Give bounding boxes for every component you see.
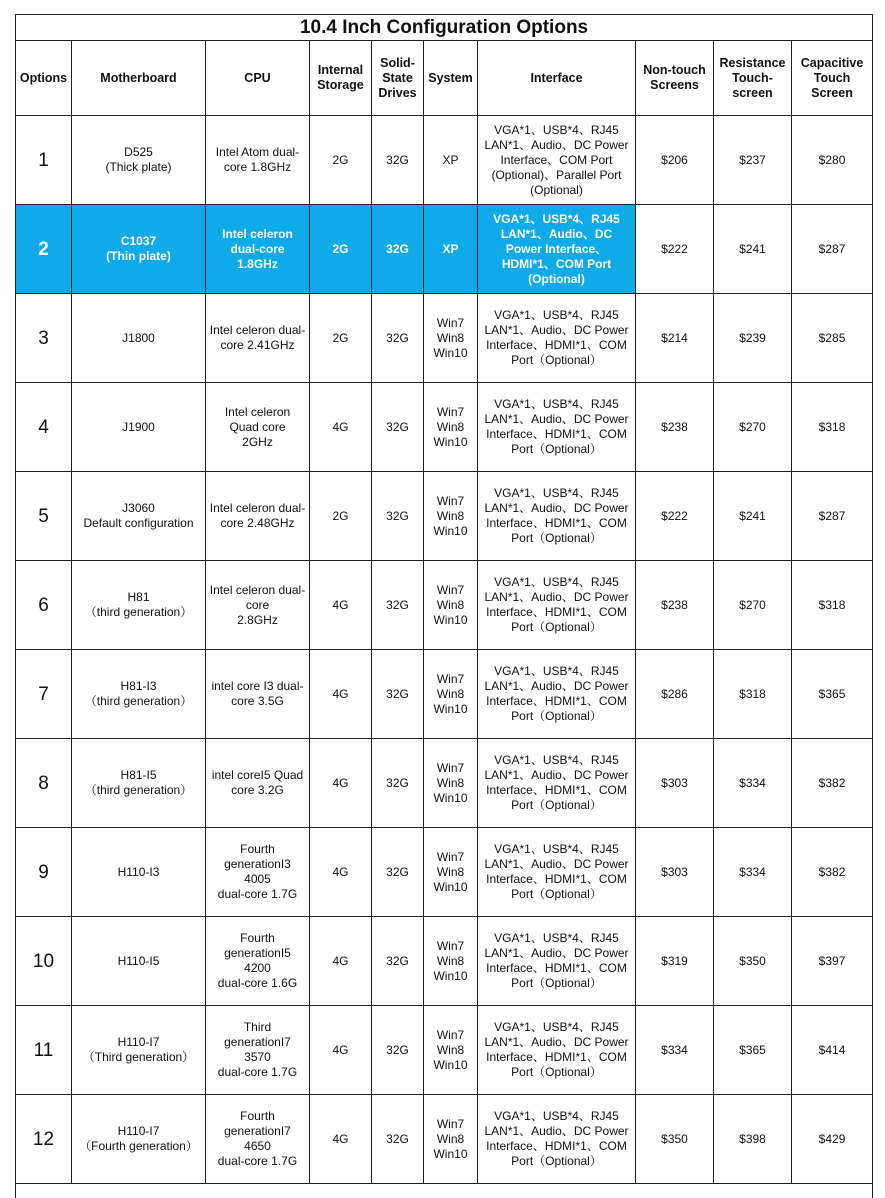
cell-system-line: Win10 <box>433 345 468 360</box>
cell-option: 1 <box>16 116 72 205</box>
cell-system-line: Win10 <box>433 523 468 538</box>
cell-cpu-line: 2.8GHz <box>237 612 278 627</box>
cell-cpu-line: Intel celeron <box>222 226 293 241</box>
cell-interface-line: Port（Optional） <box>511 620 602 634</box>
cell-cpu <box>206 1006 310 1095</box>
cell-interface-line: Port（Optional） <box>511 531 602 545</box>
cell-system <box>424 116 478 205</box>
cell-cpu-line: dual-core 1.7G <box>217 887 298 901</box>
cell-interface-line: (Optional) <box>528 271 585 286</box>
table-row <box>16 1095 873 1184</box>
cell-option: 9 <box>16 828 72 917</box>
cell-system-line: Win10 <box>433 434 468 449</box>
cell-internal-storage: 4G <box>310 1095 372 1184</box>
cell-internal-storage: 4G <box>310 828 372 917</box>
cell-cpu-line: Third <box>243 1020 272 1034</box>
cell-system-line: Win7 <box>436 1116 465 1131</box>
cell-cpu-line: Intel celeron dual- <box>209 582 306 597</box>
cell-interface-line: Interface、HDMI*1、COM <box>486 1139 627 1153</box>
cell-system-line: Win10 <box>433 612 468 627</box>
cell-option: 11 <box>16 1006 72 1095</box>
cell-price-resistance: $241 <box>714 205 792 294</box>
cell-motherboard <box>72 917 206 1006</box>
cell-motherboard-line: H110-I5 <box>117 953 160 968</box>
cell-internal-storage: 2G <box>310 116 372 205</box>
cell-motherboard-line: Default configuration <box>83 516 194 530</box>
cell-interface-line: Interface、HDMI*1、COM <box>486 872 627 886</box>
cell-system <box>424 383 478 472</box>
cell-cpu-line: Intel Atom dual- <box>215 145 300 159</box>
cell-price-non-touch: $303 <box>636 828 714 917</box>
cell-price-non-touch: $222 <box>636 472 714 561</box>
cell-solid-state-drive: 32G <box>372 1095 424 1184</box>
table-body <box>16 116 873 1184</box>
cell-cpu <box>206 739 310 828</box>
cell-internal-storage: 4G <box>310 1006 372 1095</box>
cell-option: 10 <box>16 917 72 1006</box>
header-solid-state-drives: Solid-State Drives <box>372 41 424 116</box>
cell-system-line: Win8 <box>436 597 465 612</box>
cell-interface-line: VGA*1、USB*4、RJ45 <box>494 1020 619 1034</box>
cell-cpu-line: generationI3 <box>224 857 291 871</box>
cell-cpu <box>206 205 310 294</box>
cell-cpu-line: Intel celeron dual- <box>209 501 306 515</box>
cell-cpu-line: 4200 <box>244 961 271 975</box>
cell-cpu-line: generationI7 <box>224 1035 291 1049</box>
header-internal-storage: Internal Storage <box>310 41 372 116</box>
cell-motherboard-line: （third generation） <box>84 783 193 797</box>
cell-interface-line: (Optional) <box>530 182 583 197</box>
cell-interface-line: HDMI*1、COM Port <box>501 256 612 271</box>
cell-price-capacitive: $397 <box>792 917 873 1006</box>
cell-system <box>424 1006 478 1095</box>
cell-price-resistance: $350 <box>714 917 792 1006</box>
cell-price-resistance: $239 <box>714 294 792 383</box>
cell-motherboard <box>72 561 206 650</box>
cell-internal-storage: 2G <box>310 294 372 383</box>
cell-system-line: Win10 <box>433 701 468 716</box>
cell-motherboard <box>72 828 206 917</box>
cell-motherboard-line: H81-I5 <box>120 768 157 782</box>
cell-interface-line: VGA*1、USB*4、RJ45 <box>494 842 619 856</box>
cell-cpu-line: Fourth <box>240 931 275 945</box>
cell-cpu <box>206 294 310 383</box>
cell-price-non-touch: $206 <box>636 116 714 205</box>
cell-system <box>424 739 478 828</box>
cell-price-resistance: $398 <box>714 1095 792 1184</box>
cell-system <box>424 294 478 383</box>
cell-cpu <box>206 917 310 1006</box>
table-row <box>16 1006 873 1095</box>
table-row <box>16 116 873 205</box>
table-row <box>16 561 873 650</box>
cell-cpu-line: 1.8GHz <box>237 256 278 271</box>
cell-cpu-line: 4650 <box>244 1139 271 1153</box>
cell-option: 8 <box>16 739 72 828</box>
cell-cpu-line: dual-core 1.7G <box>217 1154 298 1168</box>
cell-interface-line: Port（Optional） <box>511 887 602 901</box>
cell-solid-state-drive: 32G <box>372 294 424 383</box>
table-row <box>16 828 873 917</box>
cell-interface-line: Interface、HDMI*1、COM <box>486 961 627 975</box>
cell-price-non-touch: $238 <box>636 561 714 650</box>
cell-option: 2 <box>16 205 72 294</box>
cell-cpu-line: core 3.2G <box>231 783 284 797</box>
cell-price-capacitive: $382 <box>792 828 873 917</box>
cell-interface-line: VGA*1、USB*4、RJ45 <box>494 664 619 678</box>
cell-interface <box>478 116 636 205</box>
cell-internal-storage: 4G <box>310 739 372 828</box>
cell-system-line: XP <box>442 241 459 256</box>
cell-interface-line: LAN*1、Audio、DC Power <box>484 501 629 515</box>
cell-cpu-line: core <box>245 597 270 612</box>
table-row <box>16 205 873 294</box>
cell-solid-state-drive: 32G <box>372 739 424 828</box>
cell-motherboard <box>72 650 206 739</box>
cell-price-capacitive: $382 <box>792 739 873 828</box>
cell-motherboard-line: H110-I3 <box>117 864 160 879</box>
cell-system-line: Win7 <box>436 404 465 419</box>
table-row <box>16 472 873 561</box>
cell-price-resistance: $241 <box>714 472 792 561</box>
cell-motherboard-line: H81-I3 <box>120 679 157 693</box>
cell-system-line: Win8 <box>436 953 465 968</box>
cell-interface-line: Interface、HDMI*1、COM <box>486 516 627 530</box>
cell-option: 4 <box>16 383 72 472</box>
cell-system-line: Win8 <box>436 686 465 701</box>
cell-interface-line: LAN*1、Audio、DC Power <box>484 137 629 152</box>
cell-system-line: Win8 <box>436 419 465 434</box>
cell-interface-line: VGA*1、USB*4、RJ45 <box>494 122 619 137</box>
cell-system-line: Win10 <box>433 968 468 983</box>
cell-interface-line: VGA*1、USB*4、RJ45 <box>494 397 619 411</box>
cell-price-capacitive: $280 <box>792 116 873 205</box>
cell-cpu-line: core 3.5G <box>231 694 284 708</box>
cell-cpu-line: generationI5 <box>224 946 291 960</box>
cell-interface-line: Port（Optional） <box>511 1154 602 1168</box>
cell-motherboard <box>72 739 206 828</box>
cell-system-line: Win10 <box>433 790 468 805</box>
cell-price-resistance: $334 <box>714 739 792 828</box>
cell-interface <box>478 650 636 739</box>
cell-interface <box>478 1095 636 1184</box>
cell-motherboard <box>72 472 206 561</box>
cell-interface-line: LAN*1、Audio、DC Power <box>484 1035 629 1049</box>
cell-internal-storage: 4G <box>310 650 372 739</box>
cell-cpu <box>206 472 310 561</box>
cell-interface <box>478 739 636 828</box>
cell-price-non-touch: $214 <box>636 294 714 383</box>
cell-internal-storage: 2G <box>310 472 372 561</box>
cell-cpu-line: generationI7 <box>224 1124 291 1138</box>
header-capacitive-touch-screen: Capacitive Touch Screen <box>792 41 873 116</box>
cell-motherboard-line: H81 <box>127 590 150 604</box>
cell-interface-line: LAN*1、Audio、DC Power <box>484 1124 629 1138</box>
cell-cpu-line: intel core I3 dual- <box>211 679 304 693</box>
cell-cpu-line: Fourth <box>240 1109 275 1123</box>
cell-motherboard-line: H110-I7 <box>117 1035 160 1049</box>
cell-interface-line: VGA*1、USB*4、RJ45 <box>494 753 619 767</box>
cell-interface <box>478 561 636 650</box>
header-cpu: CPU <box>206 41 310 116</box>
cell-interface-line: Interface、HDMI*1、COM <box>486 783 627 797</box>
cell-cpu <box>206 561 310 650</box>
cell-system <box>424 650 478 739</box>
cell-interface <box>478 1006 636 1095</box>
cell-cpu <box>206 1095 310 1184</box>
cell-price-non-touch: $303 <box>636 739 714 828</box>
table-row <box>16 294 873 383</box>
cell-cpu-line: 4005 <box>244 872 271 886</box>
cell-cpu-line: core 1.8GHz <box>223 160 292 174</box>
cell-interface-line: Interface、HDMI*1、COM <box>486 427 627 441</box>
cell-cpu-line: 2GHz <box>242 434 273 449</box>
cell-system-line: XP <box>442 152 459 167</box>
cell-motherboard-line: C1037 <box>120 234 157 248</box>
cell-price-non-touch: $350 <box>636 1095 714 1184</box>
cell-system-line: Win7 <box>436 1027 465 1042</box>
cell-cpu-line: core 2.48GHz <box>220 516 295 530</box>
cell-interface-line: VGA*1、USB*4、RJ45 <box>494 575 619 589</box>
cell-interface-line: LAN*1、Audio、DC Power <box>484 857 629 871</box>
cell-price-resistance: $270 <box>714 383 792 472</box>
header-row <box>16 41 873 116</box>
cell-cpu-line: Intel celeron dual- <box>209 323 306 337</box>
cell-solid-state-drive: 32G <box>372 205 424 294</box>
cell-system-line: Win7 <box>436 493 465 508</box>
header-options: Options <box>16 41 72 116</box>
cell-option: 5 <box>16 472 72 561</box>
cell-price-resistance: $270 <box>714 561 792 650</box>
cell-cpu-line: 3570 <box>244 1050 271 1064</box>
cell-motherboard-line: H110-I7 <box>117 1124 160 1138</box>
cell-interface-line: VGA*1、USB*4、RJ45 <box>493 211 620 226</box>
cell-interface-line: Port（Optional） <box>511 1065 602 1079</box>
cell-price-resistance: $365 <box>714 1006 792 1095</box>
cell-motherboard-line: J3060 <box>122 501 155 515</box>
configuration-table <box>15 14 873 1184</box>
cell-interface <box>478 205 636 294</box>
cell-cpu-line: Fourth <box>240 842 275 856</box>
cell-system-line: Win7 <box>436 671 465 686</box>
cell-interface-line: (Optional)、Parallel Port <box>491 167 622 182</box>
cell-solid-state-drive: 32G <box>372 828 424 917</box>
cell-interface-line: LAN*1、Audio、DC Power <box>484 590 629 604</box>
cell-price-capacitive: $365 <box>792 650 873 739</box>
cell-internal-storage: 4G <box>310 917 372 1006</box>
cell-interface-line: Interface、HDMI*1、COM <box>486 338 627 352</box>
cell-option: 12 <box>16 1095 72 1184</box>
cell-interface <box>478 383 636 472</box>
cell-system <box>424 917 478 1006</box>
cell-cpu-line: intel coreI5 Quad <box>211 768 304 782</box>
cell-interface-line: Interface、HDMI*1、COM <box>486 605 627 619</box>
cell-system-line: Win8 <box>436 508 465 523</box>
cell-price-resistance: $334 <box>714 828 792 917</box>
cell-interface-line: Interface、HDMI*1、COM <box>486 1050 627 1064</box>
cell-solid-state-drive: 32G <box>372 917 424 1006</box>
cell-system-line: Win8 <box>436 775 465 790</box>
cell-motherboard-line: (Thin plate) <box>106 249 171 263</box>
cell-cpu <box>206 828 310 917</box>
cell-solid-state-drive: 32G <box>372 1006 424 1095</box>
cell-solid-state-drive: 32G <box>372 561 424 650</box>
cell-price-non-touch: $334 <box>636 1006 714 1095</box>
cell-interface-line: Port（Optional） <box>511 353 602 367</box>
cell-motherboard <box>72 1095 206 1184</box>
cell-interface <box>478 472 636 561</box>
cell-internal-storage: 4G <box>310 561 372 650</box>
cell-price-capacitive: $285 <box>792 294 873 383</box>
cell-solid-state-drive: 32G <box>372 650 424 739</box>
cell-interface <box>478 828 636 917</box>
cell-system-line: Win8 <box>436 330 465 345</box>
cell-interface-line: LAN*1、Audio、DC Power <box>484 412 629 426</box>
cell-price-capacitive: $429 <box>792 1095 873 1184</box>
cell-system-line: Win10 <box>433 879 468 894</box>
cell-motherboard-line: （Third generation） <box>82 1050 195 1064</box>
cell-interface-line: LAN*1、Audio、DC Power <box>484 679 629 693</box>
cell-system-line: Win10 <box>433 1146 468 1161</box>
cell-cpu-line: Intel celeron <box>224 404 291 419</box>
header-resistance-touch-screen: Resistance Touch-screen <box>714 41 792 116</box>
cell-motherboard-line: D525 <box>124 145 153 159</box>
cell-system <box>424 205 478 294</box>
cell-option: 3 <box>16 294 72 383</box>
cell-motherboard <box>72 383 206 472</box>
cell-price-non-touch: $286 <box>636 650 714 739</box>
cell-cpu <box>206 383 310 472</box>
configuration-sheet <box>15 14 872 1184</box>
table-row <box>16 739 873 828</box>
cell-system-line: Win7 <box>436 760 465 775</box>
cell-motherboard <box>72 294 206 383</box>
cell-system-line: Win8 <box>436 1131 465 1146</box>
cell-solid-state-drive: 32G <box>372 383 424 472</box>
cell-price-capacitive: $414 <box>792 1006 873 1095</box>
cell-interface-line: VGA*1、USB*4、RJ45 <box>494 931 619 945</box>
table-bottom-edge <box>15 1183 873 1198</box>
table-row <box>16 917 873 1006</box>
cell-motherboard-line: (Thick plate) <box>105 160 172 174</box>
cell-interface-line: Port（Optional） <box>511 798 602 812</box>
cell-price-resistance: $318 <box>714 650 792 739</box>
cell-motherboard <box>72 1006 206 1095</box>
cell-motherboard <box>72 205 206 294</box>
header-system: System <box>424 41 478 116</box>
cell-system <box>424 561 478 650</box>
cell-system <box>424 472 478 561</box>
cell-system-line: Win8 <box>436 864 465 879</box>
cell-internal-storage: 4G <box>310 383 372 472</box>
cell-interface-line: Port（Optional） <box>511 976 602 990</box>
cell-interface-line: Interface、HDMI*1、COM <box>486 694 627 708</box>
header-interface: Interface <box>478 41 636 116</box>
cell-interface-line: LAN*1、Audio、DC Power <box>484 768 629 782</box>
cell-interface-line: VGA*1、USB*4、RJ45 <box>494 1109 619 1123</box>
cell-motherboard-line: J1900 <box>122 419 155 434</box>
cell-motherboard <box>72 116 206 205</box>
cell-motherboard-line: （third generation） <box>84 605 193 619</box>
cell-motherboard-line: （third generation） <box>84 694 193 708</box>
cell-system-line: Win7 <box>436 849 465 864</box>
table-row <box>16 383 873 472</box>
cell-internal-storage: 2G <box>310 205 372 294</box>
cell-system-line: Win10 <box>433 1057 468 1072</box>
cell-system <box>424 1095 478 1184</box>
cell-cpu-line: dual-core 1.6G <box>217 976 298 990</box>
cell-option: 6 <box>16 561 72 650</box>
cell-interface-line: VGA*1、USB*4、RJ45 <box>494 486 619 500</box>
cell-cpu-line: Quad core <box>229 419 286 434</box>
cell-interface-line: Port（Optional） <box>511 709 602 723</box>
cell-motherboard-line: J1800 <box>122 330 155 345</box>
cell-interface <box>478 294 636 383</box>
cell-solid-state-drive: 32G <box>372 472 424 561</box>
cell-interface-line: Port（Optional） <box>511 442 602 456</box>
cell-cpu-line: dual-core 1.7G <box>217 1065 298 1079</box>
cell-solid-state-drive: 32G <box>372 116 424 205</box>
cell-interface <box>478 917 636 1006</box>
cell-price-capacitive: $318 <box>792 561 873 650</box>
cell-interface-line: LAN*1、Audio、DC <box>500 226 613 241</box>
cell-motherboard-line: （Fourth generation） <box>79 1139 198 1153</box>
cell-price-capacitive: $287 <box>792 205 873 294</box>
cell-system-line: Win7 <box>436 938 465 953</box>
cell-cpu <box>206 116 310 205</box>
cell-system-line: Win8 <box>436 1042 465 1057</box>
cell-interface-line: VGA*1、USB*4、RJ45 <box>494 308 619 322</box>
cell-system-line: Win7 <box>436 582 465 597</box>
cell-option: 7 <box>16 650 72 739</box>
table-row <box>16 650 873 739</box>
cell-price-non-touch: $319 <box>636 917 714 1006</box>
cell-cpu-line: core 2.41GHz <box>220 338 295 352</box>
header-non-touch-screens: Non-touch Screens <box>636 41 714 116</box>
cell-interface-line: LAN*1、Audio、DC Power <box>484 323 629 337</box>
cell-interface-line: Power Interface、 <box>505 241 608 256</box>
cell-cpu-line: dual-core <box>230 241 285 256</box>
cell-system-line: Win7 <box>436 315 465 330</box>
cell-price-resistance: $237 <box>714 116 792 205</box>
header-motherboard: Motherboard <box>72 41 206 116</box>
table-title: 10.4 Inch Configuration Options <box>16 15 873 41</box>
cell-price-capacitive: $318 <box>792 383 873 472</box>
cell-cpu <box>206 650 310 739</box>
cell-interface-line: Interface、COM Port <box>500 152 613 167</box>
cell-price-capacitive: $287 <box>792 472 873 561</box>
cell-interface-line: LAN*1、Audio、DC Power <box>484 946 629 960</box>
cell-price-non-touch: $238 <box>636 383 714 472</box>
cell-price-non-touch: $222 <box>636 205 714 294</box>
cell-system <box>424 828 478 917</box>
